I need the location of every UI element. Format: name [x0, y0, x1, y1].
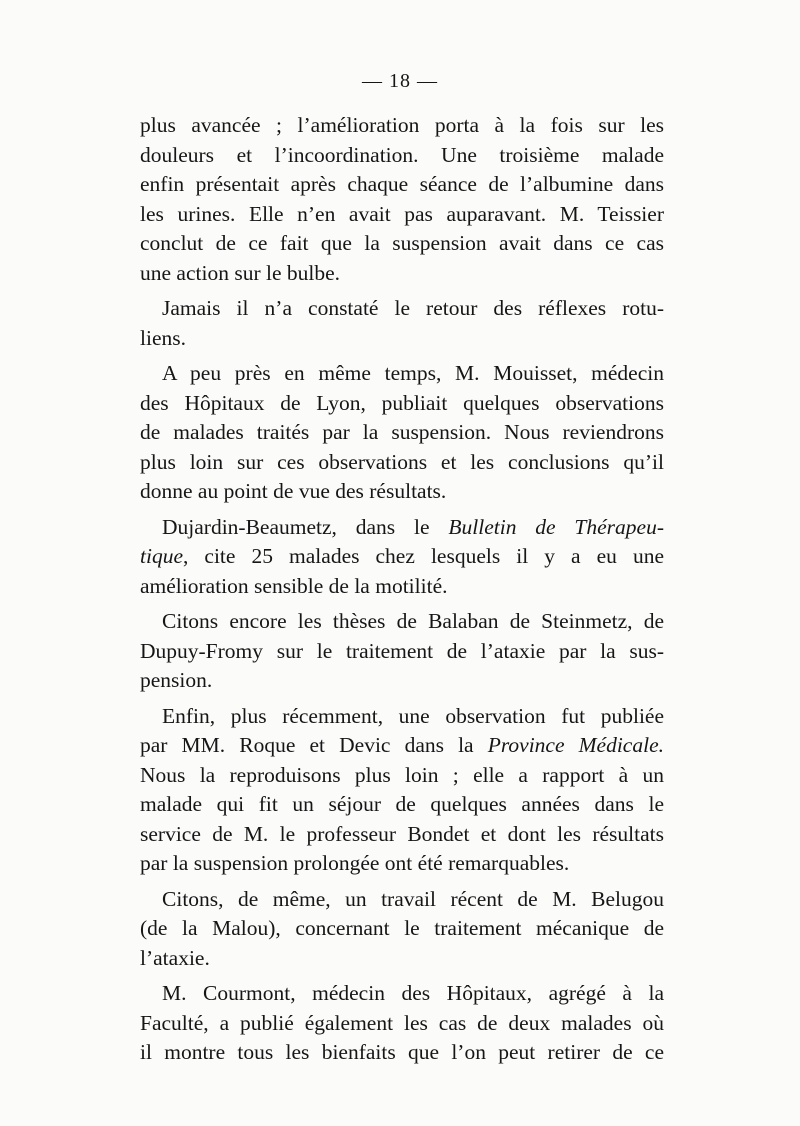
paragraph [140, 513, 664, 602]
text-line: par la suspension prolongée ont été remarquables. [140, 851, 570, 875]
text-line: Dupuy-Fromy sur le traitement de l’ataxie par la sus- [140, 638, 664, 663]
paragraph [140, 979, 664, 1068]
text-line: l’ataxie. [140, 945, 210, 970]
page-number: — 18 — [362, 70, 438, 92]
text-line: Citons encore les thèses de Balaban de Steinmetz, de [162, 609, 664, 633]
text-line: Nous la reproduisons plus loin ; elle a rapport à un [140, 762, 664, 787]
text-line: liens. [140, 325, 186, 350]
text-line: Jamais il n’a constaté le retour des réflexes rotu- [162, 296, 664, 320]
text-line: plus avancée ; l’amélioration porta à la fois sur les [140, 113, 664, 137]
text-line: pension. [140, 668, 213, 692]
paragraph [140, 294, 664, 353]
text-line: il montre tous les bienfaits que l’on peut retirer de ce [140, 1040, 664, 1064]
text-line: donne au point de vue des résultats. [140, 479, 447, 503]
text-line: A peu près en même temps, M. Mouisset, médecin [162, 361, 664, 385]
paragraph [140, 885, 664, 974]
paragraph [140, 607, 664, 696]
text-line: les urines. Elle n’en avait pas auparavant. M. Teissier [140, 201, 664, 226]
text-line: (de la Malou), concernant le traitement mécanique de [140, 916, 664, 940]
text-line: plus loin sur ces observations et les conclusions qu’il [140, 449, 664, 474]
journal-title: Province Médicale. [487, 733, 664, 757]
text-line: de malades traités par la suspension. Nous reviendrons [140, 420, 664, 444]
body-text [140, 111, 664, 1068]
text-line: service de M. le professeur Bondet et dont les résultats [140, 821, 664, 846]
text-line: enfin présentait après chaque séance de l’albumine dans [140, 172, 664, 196]
text-line: Citons, de même, un travail récent de M. Belugou [162, 886, 664, 911]
text-line: douleurs et l’incoordination. Une troisième malade [140, 142, 664, 167]
journal-title: Bulletin de Thérapeu- [448, 514, 664, 539]
paragraph [140, 359, 664, 507]
text-line: conclut de ce fait que la suspension avait dans ce cas [140, 231, 664, 255]
text-line: une action sur le bulbe. [140, 260, 341, 285]
text-line: amélioration sensible de la motilité. [140, 573, 448, 598]
paragraph [140, 702, 664, 879]
text-line: M. Courmont, médecin des Hôpitaux, agrégé à la [162, 981, 664, 1005]
paragraph [140, 111, 664, 288]
text-line: tique, cite 25 malades chez lesquels il y a eu une [140, 544, 664, 568]
text-line: Faculté, a publié également les cas de deux malades où [140, 1010, 664, 1035]
text-line: Dujardin-Beaumetz, dans le Bulletin de Thérapeu- [162, 514, 664, 539]
journal-title: tique [140, 544, 183, 568]
text-line: Enfin, plus récemment, une observation fut publiée [162, 703, 664, 728]
text-line: malade qui fit un séjour de quelques années dans le [140, 792, 664, 816]
text-line: des Hôpitaux de Lyon, publiait quelques observations [140, 390, 664, 415]
text-line: par MM. Roque et Devic dans la Province Médicale. [140, 733, 664, 757]
